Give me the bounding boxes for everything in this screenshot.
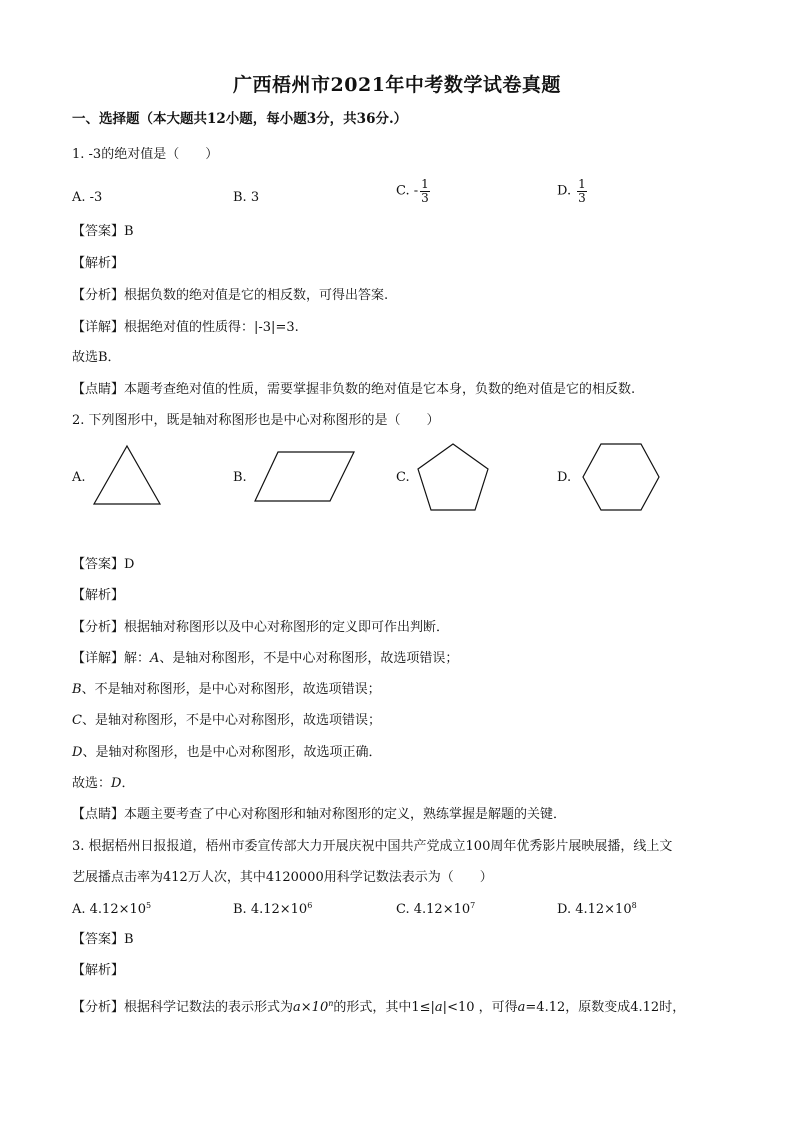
q2-line-d	[72, 745, 381, 761]
fenxi-text-c: <10 ，可得	[447, 1000, 518, 1015]
answer-tag: 【答案】	[72, 557, 125, 572]
q1-dianjing	[72, 382, 635, 398]
conclusion-letter: D	[111, 776, 122, 791]
fenxi-text-a: 根据科学记数法的表示形式为	[124, 1000, 294, 1015]
fraction-denominator: 3	[421, 191, 429, 205]
fenxi-var-a: a	[517, 1000, 526, 1015]
fenxi-text: 根据轴对称图形以及中心对称图形的定义即可作出判断．	[124, 620, 450, 635]
xiangjie-text: 根据绝对值的性质得：|-3|=3.	[124, 320, 299, 335]
exponent: 7	[470, 901, 476, 910]
answer-tag: 【答案】	[72, 932, 125, 947]
fenxi-tag: 【分析】	[72, 620, 125, 635]
hexagon-figure	[580, 442, 662, 512]
fenxi-text-d: =4.12，原数变成4.12时，	[525, 1000, 686, 1015]
q1-conclusion: 故选B．	[72, 350, 121, 365]
option-text: D. 4.12×10	[557, 902, 632, 917]
page-title: 广西梧州市2021年中考数学试卷真题	[233, 74, 561, 96]
q3-option-c	[396, 902, 475, 918]
fraction-numerator: 1	[578, 177, 586, 191]
q1-option-d-fraction	[577, 178, 587, 205]
q2-option-c-label: C.	[396, 470, 410, 485]
fraction-denominator: 3	[578, 191, 586, 205]
option-text: B. 4.12×10	[233, 902, 308, 917]
line-b-text: 、不是轴对称图形，是中心对称图形，故选项错误；	[81, 682, 381, 697]
option-letter-d: D	[72, 745, 83, 760]
q1-option-a: A. -3	[72, 190, 103, 205]
answer-tag: 【答案】	[72, 224, 125, 239]
q1-option-c-prefix: C. -	[396, 183, 419, 199]
dianjing-tag: 【点睛】	[72, 382, 125, 397]
q2-xiangjie	[72, 651, 458, 667]
question-1-stem: 1. -3的绝对值是（ ）	[72, 147, 219, 162]
fenxi-formula-exponent: n	[328, 999, 334, 1008]
xiangjie-tag: 【详解】	[72, 651, 125, 666]
q2-jiexi-tag: 【解析】	[72, 588, 125, 603]
xiangjie-prefix: 解：	[124, 651, 151, 666]
q2-option-d-label: D.	[557, 470, 572, 485]
q1-fenxi	[72, 288, 388, 304]
q3-fenxi	[72, 1000, 685, 1016]
fenxi-text: 根据负数的绝对值是它的相反数，可得出答案.	[124, 288, 389, 303]
fenxi-text-b: 的形式，其中1≤	[333, 1000, 431, 1015]
option-text: A. 4.12×10	[72, 902, 147, 917]
q2-option-b-label: B.	[233, 470, 247, 485]
q3-option-a	[72, 902, 151, 918]
q1-option-c	[396, 178, 430, 205]
answer-value: D	[124, 557, 135, 572]
fenxi-tag: 【分析】	[72, 288, 125, 303]
exponent: 8	[631, 901, 637, 910]
q1-option-c-fraction	[420, 178, 430, 205]
q3-option-d	[557, 902, 637, 918]
fenxi-formula: a×10	[293, 1000, 329, 1015]
q2-fenxi	[72, 620, 449, 636]
question-3-stem-line2: 艺展播点击率为412万人次，其中4120000用科学记数法表示为（ ）	[72, 870, 493, 885]
option-letter-b: B	[72, 682, 82, 697]
fraction-numerator: 1	[421, 177, 429, 191]
dianjing-text: 本题考查绝对值的性质，需要掌握非负数的绝对值是它本身，负数的绝对值是它的相反数.	[124, 382, 636, 397]
pentagon-figure	[415, 441, 491, 513]
conclusion-prefix: 故选：	[72, 776, 112, 791]
answer-value: B	[124, 224, 134, 239]
q1-option-d-prefix: D.	[557, 183, 572, 199]
q2-dianjing	[72, 807, 566, 823]
exponent: 6	[307, 901, 313, 910]
q1-option-d	[557, 178, 587, 205]
option-text: C. 4.12×10	[396, 902, 471, 917]
fenxi-tag: 【分析】	[72, 1000, 125, 1015]
q2-answer	[72, 557, 134, 573]
option-letter-c: C	[72, 713, 82, 728]
q3-jiexi-tag: 【解析】	[72, 963, 125, 978]
q2-option-a-label: A.	[72, 470, 86, 485]
q1-jiexi-tag: 【解析】	[72, 256, 125, 271]
xiangjie-tag: 【详解】	[72, 320, 125, 335]
q3-option-b	[233, 902, 312, 918]
xiangjie-a-text: 、是轴对称图形，不是中心对称图形，故选项错误；	[159, 651, 459, 666]
option-letter-a: A	[150, 651, 160, 666]
parallelogram-figure	[252, 450, 358, 504]
triangle-figure	[92, 444, 164, 508]
q3-answer	[72, 932, 134, 948]
line-c-text: 、是轴对称图形，不是中心对称图形，故选项错误；	[81, 713, 381, 728]
dianjing-tag: 【点睛】	[72, 807, 125, 822]
q1-xiangjie	[72, 320, 299, 336]
question-2-stem: 2. 下列图形中，既是轴对称图形也是中心对称图形的是（ ）	[72, 413, 440, 428]
conclusion-suffix: ．	[121, 776, 135, 791]
q2-line-c	[72, 713, 381, 729]
answer-value: B	[124, 932, 134, 947]
q2-conclusion	[72, 776, 134, 792]
q1-option-b: B. 3	[233, 190, 260, 205]
section-heading: 一、选择题（本大题共12小题，每小题3分，共36分.）	[72, 111, 408, 127]
fenxi-abs: |a|	[430, 1000, 448, 1015]
question-3-stem-line1: 3. 根据梧州日报报道，梧州市委宣传部大力开展庆祝中国共产党成立100周年优秀影片展映展播，线上文	[72, 839, 673, 854]
line-d-text: 、是轴对称图形，也是中心对称图形，故选项正确．	[82, 745, 382, 760]
q2-line-b	[72, 682, 381, 698]
q1-answer	[72, 224, 134, 240]
exponent: 5	[146, 901, 152, 910]
dianjing-text: 本题主要考查了中心对称图形和轴对称图形的定义，熟练掌握是解题的关键．	[124, 807, 567, 822]
